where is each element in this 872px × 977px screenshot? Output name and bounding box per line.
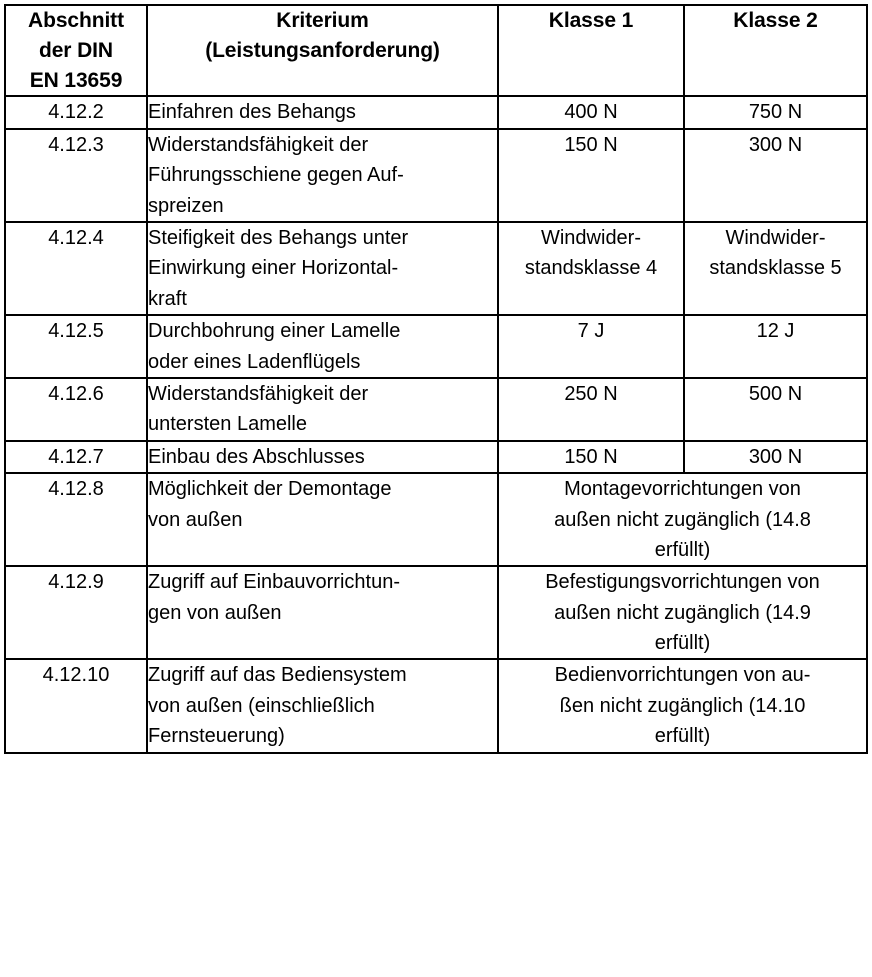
table-row <box>5 441 867 473</box>
table-row <box>5 659 867 752</box>
klasse-merged-line: außen nicht zugänglich (14.8 <box>554 508 811 531</box>
table-row <box>5 566 867 659</box>
cell-criterion <box>147 473 498 566</box>
criterion-line: Widerstandsfähigkeit der <box>148 133 369 156</box>
criterion-line: Möglichkeit der Demontage <box>148 478 392 501</box>
table-row <box>5 222 867 315</box>
klasse-1-line: Windwider- <box>540 227 642 249</box>
column-header-klasse-2 <box>684 5 867 96</box>
klasse-1-line: 250 N <box>564 382 618 405</box>
klasse-merged-line: Befestigungsvorrichtungen von <box>545 571 820 594</box>
table-row <box>5 129 867 222</box>
klasse-1-line: 150 N <box>564 445 618 468</box>
cell-criterion <box>147 315 498 378</box>
cell-klasse-2 <box>684 222 867 315</box>
criterion-line: untersten Lamelle <box>148 413 307 436</box>
klasse-1-line: 7 J <box>577 320 605 343</box>
cell-section: 4.12.3 <box>5 129 147 222</box>
criterion-line: von außen (einschließlich <box>148 694 375 717</box>
criterion-line: Widerstandsfähigkeit der <box>148 382 369 405</box>
cell-klasse-1 <box>498 129 684 222</box>
cell-criterion <box>147 659 498 752</box>
cell-klasse-merged <box>498 566 867 659</box>
cell-klasse-2 <box>684 441 867 473</box>
klasse-2-line: 300 N <box>748 133 803 156</box>
criterion-line: Durchbohrung einer Lamelle <box>148 320 401 343</box>
column-header-abschnitt <box>5 5 147 96</box>
cell-section: 4.12.9 <box>5 566 147 659</box>
criterion-line: gen von außen <box>148 601 282 624</box>
criterion-line: Einbau des Abschlusses <box>148 445 365 468</box>
criterion-line: Steifigkeit des Behangs unter <box>148 227 409 249</box>
klasse-merged-line: erfüllt) <box>654 538 711 561</box>
criterion-line: spreizen <box>148 194 224 217</box>
header-row <box>5 5 867 96</box>
column-header-abschnitt-line-1: Abschnitt <box>28 9 124 32</box>
cell-criterion <box>147 129 498 222</box>
column-header-abschnitt-line-3: EN 13659 <box>29 68 123 92</box>
klasse-merged-line: erfüllt) <box>654 632 711 655</box>
cell-klasse-1 <box>498 315 684 378</box>
column-header-kriterium-line-1: Kriterium <box>276 9 369 32</box>
criterion-line: oder eines Ladenflügels <box>148 350 361 373</box>
cell-section: 4.12.6 <box>5 378 147 441</box>
klasse-2-line: standsklasse 5 <box>709 257 842 280</box>
cell-klasse-2 <box>684 96 867 128</box>
cell-section: 4.12.5 <box>5 315 147 378</box>
criterion-line: von außen <box>148 508 243 531</box>
klasse-merged-line: Montagevorrichtungen von <box>564 478 801 501</box>
cell-klasse-1 <box>498 441 684 473</box>
cell-section: 4.12.4 <box>5 222 147 315</box>
klasse-merged-line: ßen nicht zugänglich (14.10 <box>559 694 806 717</box>
table-header <box>5 5 867 96</box>
cell-criterion <box>147 96 498 128</box>
cell-criterion <box>147 441 498 473</box>
klasse-merged-line: Bedienvorrichtungen von au- <box>554 664 811 687</box>
cell-klasse-1 <box>498 96 684 128</box>
cell-klasse-merged <box>498 473 867 566</box>
klasse-1-line: standsklasse 4 <box>524 257 658 280</box>
table-row <box>5 96 867 128</box>
criterion-line: Einwirkung einer Horizontal- <box>148 257 399 280</box>
cell-section: 4.12.10 <box>5 659 147 752</box>
table-row <box>5 378 867 441</box>
criterion-line: Zugriff auf das Bediensystem <box>148 664 407 687</box>
cell-criterion <box>147 566 498 659</box>
klasse-2-line: 12 J <box>756 320 795 343</box>
klasse-2-line: 750 N <box>748 101 803 124</box>
criterion-line: Einfahren des Behangs <box>148 101 356 124</box>
table-row <box>5 473 867 566</box>
din-en-13659-requirements-table <box>4 4 868 754</box>
column-header-klasse-2-line-1: Klasse 2 <box>733 9 818 32</box>
criterion-line: Führungsschiene gegen Auf- <box>148 164 404 187</box>
table-row <box>5 315 867 378</box>
cell-klasse-1 <box>498 222 684 315</box>
table-body <box>5 96 867 752</box>
cell-klasse-1 <box>498 378 684 441</box>
column-header-klasse-1 <box>498 5 684 96</box>
column-header-kriterium <box>147 5 498 96</box>
column-header-abschnitt-line-2: der DIN <box>39 38 113 62</box>
cell-klasse-merged <box>498 659 867 752</box>
klasse-2-line: 300 N <box>748 445 803 468</box>
column-header-klasse-1-line-1: Klasse 1 <box>548 9 634 32</box>
klasse-2-line: Windwider- <box>725 227 826 249</box>
cell-section: 4.12.2 <box>5 96 147 128</box>
cell-criterion <box>147 222 498 315</box>
column-header-kriterium-line-2: (Leistungsanforderung) <box>205 38 440 62</box>
criterion-line: Fernsteuerung) <box>148 725 285 748</box>
cell-klasse-2 <box>684 378 867 441</box>
cell-klasse-2 <box>684 315 867 378</box>
klasse-merged-line: außen nicht zugänglich (14.9 <box>554 601 811 624</box>
klasse-1-line: 150 N <box>564 133 618 156</box>
cell-section: 4.12.8 <box>5 473 147 566</box>
cell-klasse-2 <box>684 129 867 222</box>
criterion-line: kraft <box>148 287 187 310</box>
cell-criterion <box>147 378 498 441</box>
klasse-1-line: 400 N <box>564 101 618 124</box>
cell-section: 4.12.7 <box>5 441 147 473</box>
klasse-2-line: 500 N <box>748 382 803 405</box>
klasse-merged-line: erfüllt) <box>654 725 711 748</box>
criterion-line: Zugriff auf Einbauvorrichtun- <box>148 571 400 594</box>
